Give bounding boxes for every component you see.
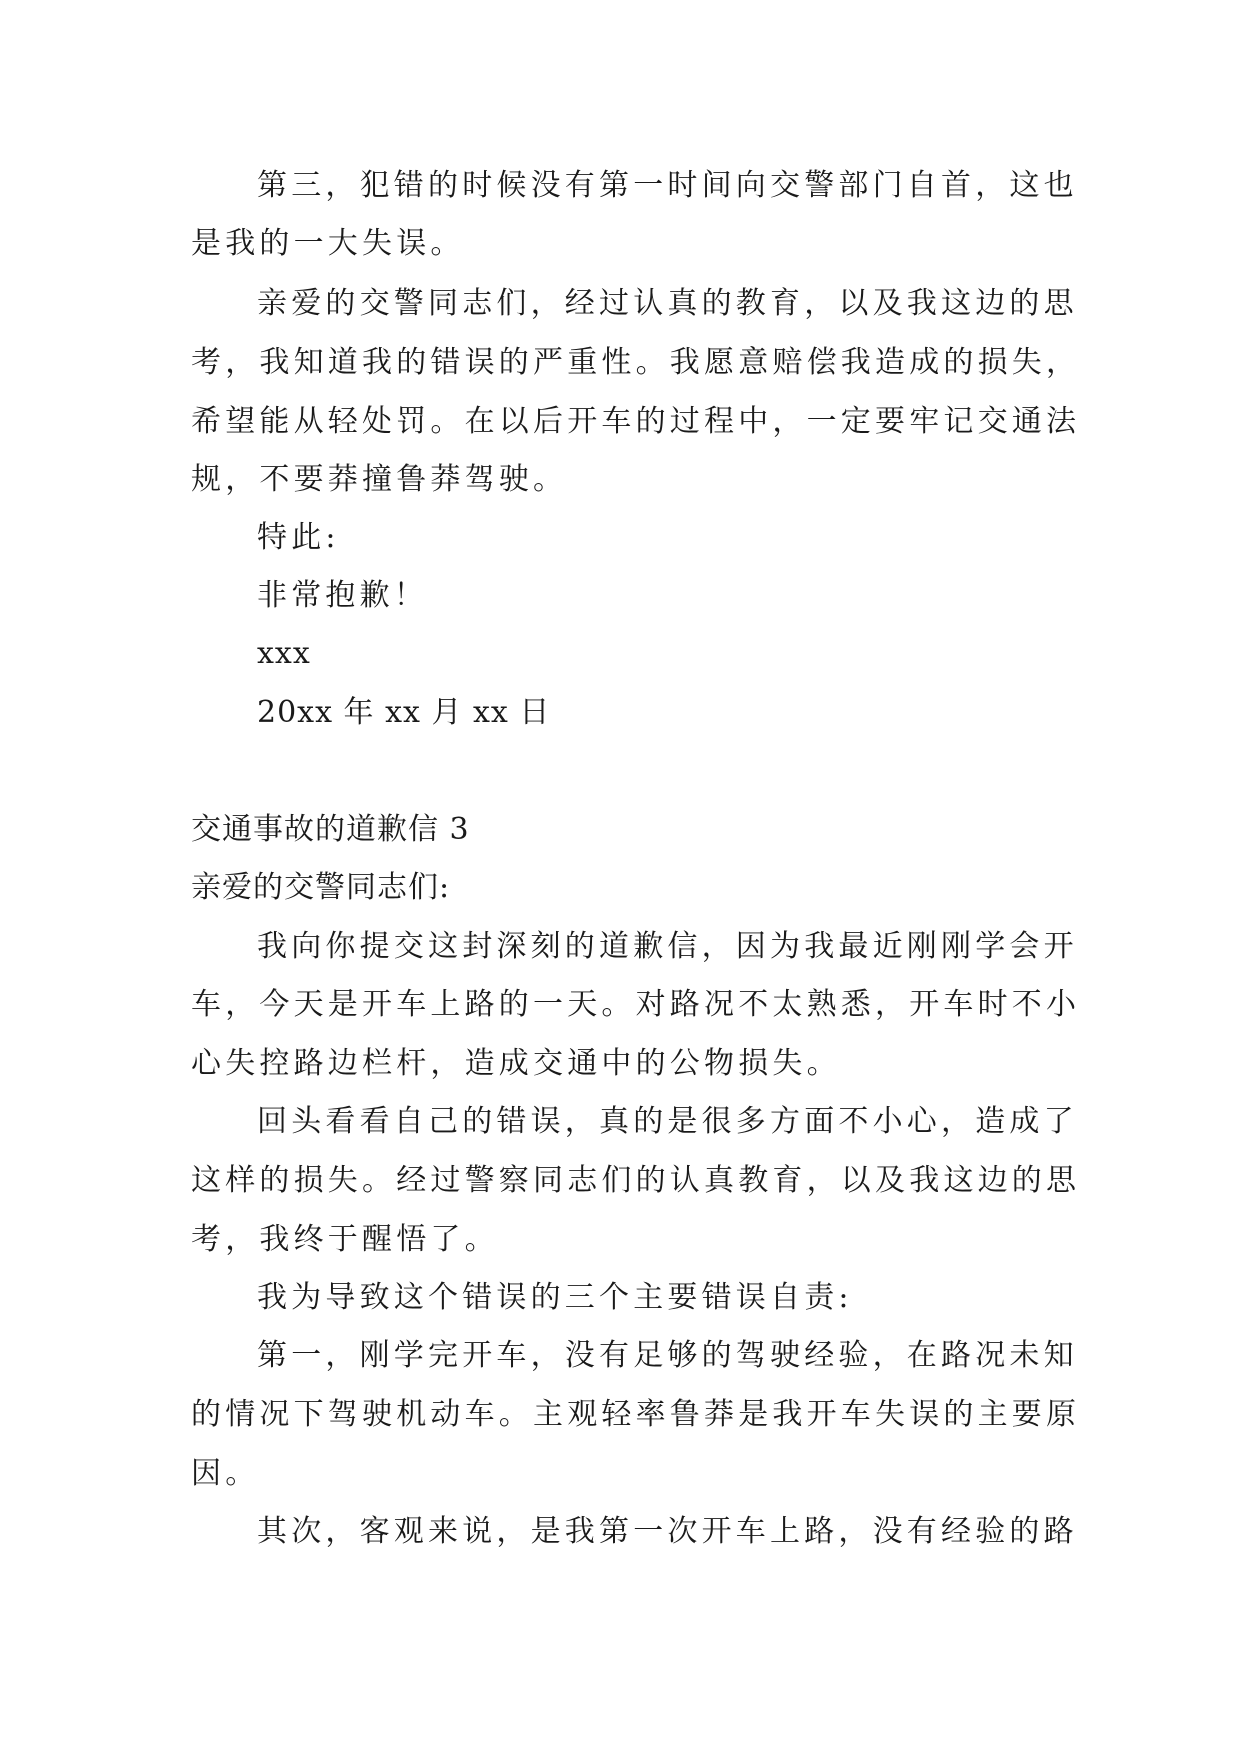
document-page <box>191 0 1081 1754</box>
text-line: 是我的一大失误。 <box>191 226 465 261</box>
text-line: 亲爱的交警同志们，经过认真的教育，以及我这边的思 <box>257 286 1078 321</box>
text-line: 因。 <box>191 1456 260 1491</box>
closing-remark: 特此: <box>257 520 340 555</box>
signature-date: 20xx 年 xx 月 xx 日 <box>257 695 551 730</box>
text-line: 我向你提交这封深刻的道歉信，因为我最近刚刚学会开 <box>257 929 1078 964</box>
text-line: 车，今天是开车上路的一天。对路况不太熟悉，开车时不小 <box>191 987 1081 1022</box>
text-line: 心失控路边栏杆，造成交通中的公物损失。 <box>191 1046 841 1081</box>
text-line: 其次，客观来说，是我第一次开车上路，没有经验的路 <box>257 1514 1078 1549</box>
text-line: 这样的损失。经过警察同志们的认真教育，以及我这边的思 <box>191 1163 1081 1198</box>
apology-line: 非常抱歉！ <box>257 578 428 613</box>
text-line: 希望能从轻处罚。在以后开车的过程中，一定要牢记交通法 <box>191 404 1081 439</box>
section-title: 交通事故的道歉信 3 <box>191 812 470 847</box>
text-line: 第三，犯错的时候没有第一时间向交警部门自首，这也 <box>257 168 1078 203</box>
text-line: 我为导致这个错误的三个主要错误自责: <box>257 1280 853 1315</box>
text-line: 考，我知道我的错误的严重性。我愿意赔偿我造成的损失， <box>191 345 1081 380</box>
signature-name: xxx <box>257 636 311 671</box>
text-line: 考，我终于醒悟了。 <box>191 1222 499 1257</box>
text-line: 回头看看自己的错误，真的是很多方面不小心，造成了 <box>257 1104 1078 1139</box>
text-line: 规，不要莽撞鲁莽驾驶。 <box>191 462 568 497</box>
text-line: 的情况下驾驶机动车。主观轻率鲁莽是我开车失误的主要原 <box>191 1397 1081 1432</box>
text-line: 第一，刚学完开车，没有足够的驾驶经验，在路况未知 <box>257 1338 1078 1373</box>
salutation: 亲爱的交警同志们: <box>191 870 451 905</box>
